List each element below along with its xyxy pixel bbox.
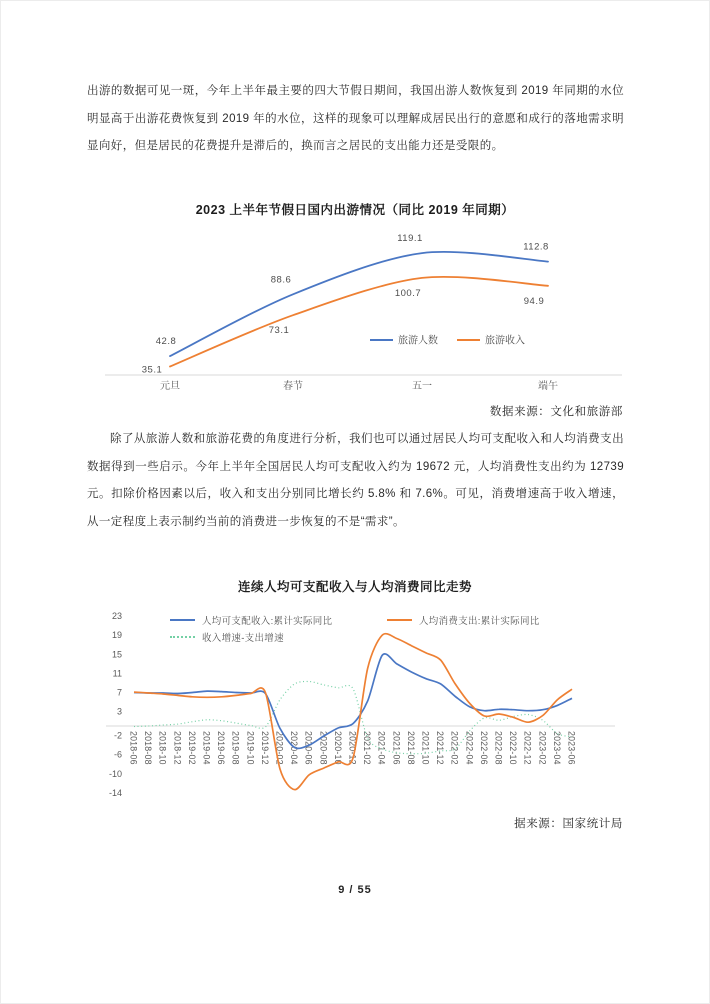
chart2-x-tick-label: 2020-08 (318, 731, 329, 765)
chart2-x-tick-label: 2019-10 (245, 731, 256, 765)
chart2-x-tick-label: 2021-12 (435, 731, 446, 765)
chart1-category-label: 五一 (412, 381, 432, 392)
chart2-x-tick-label: 2020-12 (347, 731, 358, 765)
chart2-x-tick-label: 2020-10 (332, 731, 343, 765)
chart2-y-tick-label: 11 (112, 668, 122, 679)
chart2-x-tick-label: 2021-08 (405, 731, 416, 765)
chart2-x-tick-label: 2018-06 (128, 731, 139, 765)
chart1-data-label: 94.9 (523, 295, 545, 307)
chart1-data-label: 73.1 (268, 325, 290, 337)
chart2-legend-item (170, 613, 387, 627)
chart2-y-tick-label: 23 (111, 611, 122, 622)
chart2-y-tick-label: 19 (111, 630, 122, 641)
chart2-x-tick-label: 2022-08 (493, 731, 504, 765)
chart2-x-tick-label: 2020-06 (303, 731, 314, 765)
chart2-x-tick-label: 2019-08 (230, 731, 241, 765)
chart1-legend-label: 旅游收入 (485, 335, 525, 347)
chart2-legend-item (170, 630, 284, 644)
chart1-data-label: 119.1 (397, 233, 423, 245)
chart2-x-tick-label: 2022-02 (449, 731, 460, 765)
chart2-x-tick-label: 2021-04 (376, 731, 387, 765)
chart1-category-label: 元旦 (160, 381, 180, 392)
chart2-y-tick-label: -14 (108, 787, 122, 798)
chart1-category-label: 春节 (283, 381, 303, 392)
chart1-data-label: 42.8 (155, 336, 177, 348)
chart2-y-tick-label: -10 (108, 768, 122, 779)
chart2-y-tick-label: 15 (111, 649, 122, 660)
chart1-legend-label: 旅游人数 (398, 335, 438, 347)
chart2-x-tick-label: 2018-08 (143, 731, 154, 765)
chart2-x-tick-label: 2018-10 (157, 731, 168, 765)
chart2-legend-swatch (170, 619, 195, 621)
chart2-y-tick-label: 7 (116, 687, 122, 698)
chart2-legend-item (387, 613, 540, 627)
chart1-data-label: 112.8 (523, 241, 549, 253)
chart2-legend-label: 人均消费支出:累计实际同比 (419, 616, 540, 627)
chart2-x-tick-label: 2022-04 (464, 731, 475, 765)
chart1-data-label: 100.7 (394, 287, 422, 299)
chart2-legend-swatch (170, 636, 195, 638)
holiday-travel-line-chart (86, 226, 624, 398)
chart2-legend-label: 收入增速-支出增速 (202, 633, 284, 644)
chart2-legend-swatch (387, 619, 412, 621)
chart2-legend-label: 人均可支配收入:累计实际同比 (202, 616, 333, 627)
chart2-y-tick-label: -2 (113, 730, 122, 741)
chart1-series-line-1 (170, 277, 548, 367)
chart1-data-label: 35.1 (141, 364, 163, 376)
chart2-x-tick-label: 2022-12 (522, 731, 533, 765)
chart2-x-tick-label: 2023-02 (537, 731, 548, 765)
chart2-series-line-1 (134, 634, 572, 790)
chart2-x-tick-label: 2023-04 (551, 731, 562, 765)
chart2-x-tick-label: 2023-06 (566, 731, 577, 765)
chart2-x-tick-label: 2020-04 (289, 731, 300, 765)
chart2-x-tick-label: 2021-06 (391, 731, 402, 765)
chart2-legend-row (170, 630, 540, 644)
chart2-x-tick-label: 2018-12 (172, 731, 183, 765)
chart1-data-label: 88.6 (270, 274, 292, 286)
chart2-x-tick-label: 2022-06 (478, 731, 489, 765)
chart2-x-tick-label: 2021-10 (420, 731, 431, 765)
chart2-y-tick-label: 3 (116, 706, 122, 717)
chart2-legend (170, 613, 540, 644)
paragraph-travel-recovery: 出游的数据可见一斑，今年上半年最主要的四大节假日期间，我国出游人数恢复到 2019 年同期的水位明显高于出游花费恢复到 2019 年的水位，这样的现象可以理解成居民出行的意愿和成行的落地需求明显向好，但是居民的花费提升是滞后的，换而言之居民的支出能力还是受限的。 (87, 85, 624, 153)
chart2-x-tick-label: 2019-04 (201, 731, 212, 765)
chart2-x-tick-label: 2022-10 (508, 731, 519, 765)
chart2-x-tick-label: 2021-02 (362, 731, 373, 765)
chart1-data-source: 数据来源：文化和旅游部 (489, 406, 623, 418)
chart1-title: 2023 上半年节假日国内出游情况（同比 2019 年同期） (195, 203, 515, 217)
chart2-x-tick-label: 2020-02 (274, 731, 285, 765)
chart2-title: 连续人均可支配收入与人均消费同比走势 (237, 580, 472, 594)
chart2-x-tick-label: 2019-06 (216, 731, 227, 765)
chart2-x-tick-label: 2019-12 (259, 731, 270, 765)
income-consumption-chart-area (86, 603, 624, 808)
paragraph-income-consumption: 除了从旅游人数和旅游花费的角度进行分析，我们也可以通过居民人均可支配收入和人均消费支出数据得到一些启示。今年上半年全国居民人均可支配收入约为 19672 元，人均消费性支出约为 12739 元。扣除价格因素以后，收入和支出分别同比增长约 5.8% 和 7.6%。可见，消费增速高于收入增速，从一定程度上表示制约当前的消费进一步恢复的不是“需求”。 (87, 433, 624, 528)
chart2-y-tick-label: -6 (113, 749, 122, 760)
chart1-category-label: 端午 (538, 381, 558, 392)
page-number: 9 / 55 (338, 884, 372, 896)
chart2-x-tick-label: 2019-02 (186, 731, 197, 765)
chart2-data-source: 据来源：国家统计局 (514, 818, 623, 830)
chart2-legend-row (170, 613, 540, 627)
